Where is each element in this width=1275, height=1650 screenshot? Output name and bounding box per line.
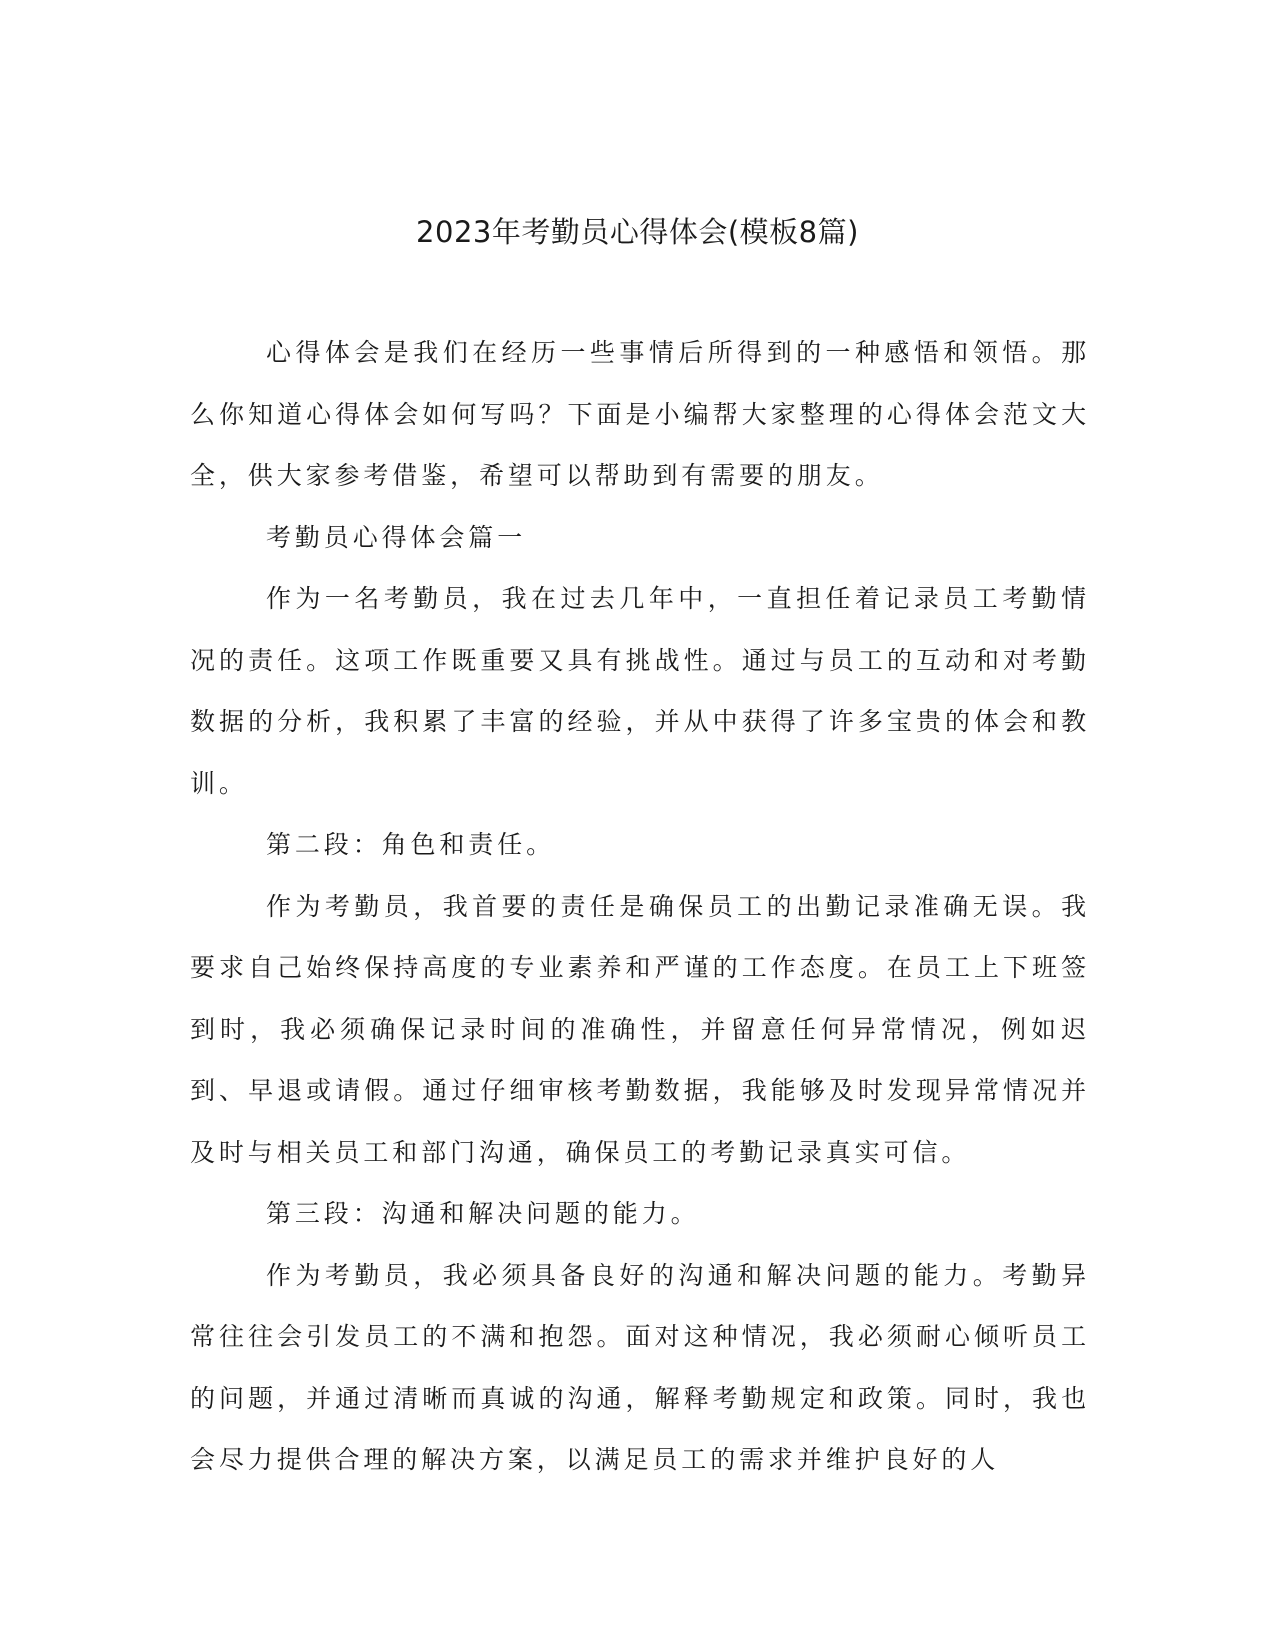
body-paragraph: 作为考勤员，我首要的责任是确保员工的出勤记录准确无误。我要求自己始终保持高度的专业素养和严谨的工作态度。在员工上下班签到时，我必须确保记录时间的准确性，并留意任何异常情况，例如迟到、早退或请假。通过仔细审核考勤数据，我能够及时发现异常情况并及时与相关员工和部门沟通，确保员工的考勤记录真实可信。 (190, 891, 1090, 1167)
body-paragraph: 作为考勤员，我必须具备良好的沟通和解决问题的能力。考勤异常往往会引发员工的不满和抱怨。面对这种情况，我必须耐心倾听员工的问题，并通过清晰而真诚的沟通，解释考勤规定和政策。同时，我也会尽力提供合理的解决方案，以满足员工的需求并维护良好的人 (190, 1260, 1090, 1474)
intro-paragraph: 心得体会是我们在经历一些事情后所得到的一种感悟和领悟。那么你知道心得体会如何写吗？下面是小编帮大家整理的心得体会范文大全，供大家参考借鉴，希望可以帮助到有需要的朋友。 (190, 338, 1090, 490)
section-heading-part-three: 第三段：沟通和解决问题的能力。 (266, 1199, 700, 1228)
section-heading-part-two: 第二段：角色和责任。 (266, 830, 556, 859)
document-title: 2023年考勤员心得体会(模板8篇) (416, 215, 859, 249)
document-body (190, 322, 1090, 1491)
section-heading-part-one: 考勤员心得体会篇一 (266, 522, 527, 552)
body-paragraph: 作为一名考勤员，我在过去几年中，一直担任着记录员工考勤情况的责任。这项工作既重要又具有挑战性。通过与员工的互动和对考勤数据的分析，我积累了丰富的经验，并从中获得了许多宝贵的体会和教训。 (190, 584, 1090, 798)
